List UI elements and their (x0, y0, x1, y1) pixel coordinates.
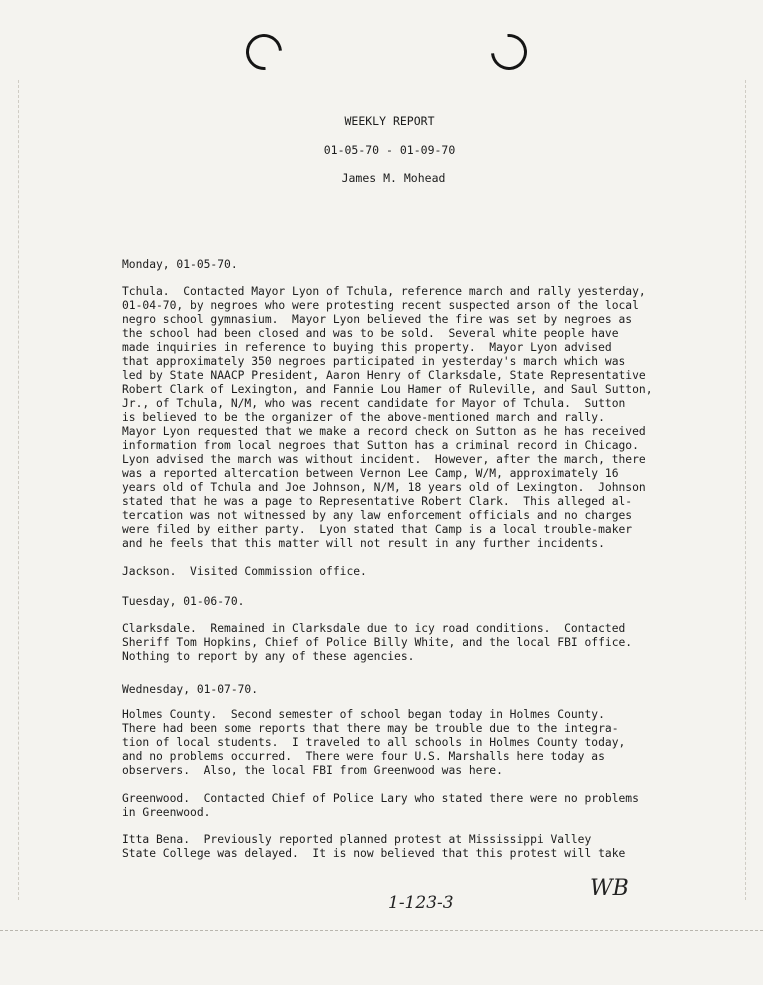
text-line: and he feels that this matter will not result in any further incidents. (122, 537, 605, 550)
text-line: in Greenwood. (122, 806, 211, 819)
punch-hole-icon (239, 27, 290, 78)
text-line: that approximately 350 negroes participated in yesterday's march which was (122, 355, 626, 368)
text-line: were filed by either party. Lyon stated that Camp is a local trouble-maker (122, 523, 633, 536)
report-title: WEEKLY REPORT (344, 114, 435, 128)
text-line: Holmes County. Second semester of school began today in Holmes County. (122, 708, 605, 721)
day-heading-tuesday: Tuesday, 01-06-70. (122, 595, 245, 608)
text-line: Mayor Lyon requested that we make a record check on Sutton as he has received (122, 425, 646, 438)
report-author: James M. Mohead (341, 171, 446, 185)
text-line: Clarksdale. Remained in Clarksdale due to icy road conditions. Contacted (122, 622, 626, 635)
text-line: Sheriff Tom Hopkins, Chief of Police Billy White, and the local FBI office. (122, 636, 633, 649)
text-line: the school had been closed and was to be sold. Several white people have (122, 327, 619, 340)
text-line: Tchula. Contacted Mayor Lyon of Tchula, reference march and rally yesterday, (122, 285, 646, 298)
text-line: stated that he was a page to Representative Robert Clark. This alleged al- (122, 495, 633, 508)
text-line: Jr., of Tchula, N/M, who was recent candidate for Mayor of Tchula. Sutton (122, 397, 626, 410)
text-line: negro school gymnasium. Mayor Lyon believed the fire was set by negroes as (122, 313, 633, 326)
text-line: information from local negroes that Sutton has a criminal record in Chicago. (122, 439, 639, 452)
text-line: tercation was not witnessed by any law enforcement officials and no charges (122, 509, 633, 522)
text-line: led by State NAACP President, Aaron Henry of Clarksdale, State Representative (122, 369, 646, 382)
text-line: Itta Bena. Previously reported planned protest at Mississippi Valley (122, 833, 592, 846)
text-line: Nothing to report by any of these agencies. (122, 650, 415, 663)
punch-hole-icon (484, 27, 535, 78)
text-line: Lyon advised the march was without incident. However, after the march, there (122, 453, 646, 466)
scan-bottom-edge (0, 930, 763, 939)
text-line: Robert Clark of Lexington, and Fannie Lou Hamer of Ruleville, and Saul Sutton, (122, 383, 653, 396)
text-line: observers. Also, the local FBI from Greenwood was here. (122, 764, 503, 777)
text-line: 01-04-70, by negroes who were protesting recent suspected arson of the local (122, 299, 639, 312)
text-line: Greenwood. Contacted Chief of Police Lary who stated there were no problems (122, 792, 639, 805)
scan-margin-mark (745, 80, 747, 900)
day-heading-monday: Monday, 01-05-70. (122, 258, 238, 271)
report-dates: 01-05-70 - 01-09-70 (323, 143, 456, 157)
text-line: made inquiries in reference to buying this property. Mayor Lyon advised (122, 341, 612, 354)
text-line: was a reported altercation between Vernon Lee Camp, W/M, approximately 16 (122, 467, 619, 480)
text-line: years old of Tchula and Joe Johnson, N/M, 18 years old of Lexington. Johnson (122, 481, 646, 494)
text-line: is believed to be the organizer of the above-mentioned march and rally. (122, 411, 605, 424)
text-line: There had been some reports that there may be trouble due to the integra- (122, 722, 619, 735)
text-line: tion of local students. I traveled to all schools in Holmes County today, (122, 736, 626, 749)
text-line: and no problems occurred. There were four U.S. Marshalls here today as (122, 750, 605, 763)
paragraph-jackson: Jackson. Visited Commission office. (122, 565, 367, 578)
handwritten-file-number: 1-123-3 (388, 893, 454, 913)
scan-margin-mark (18, 80, 20, 900)
text-line: State College was delayed. It is now believed that this protest will take (122, 847, 626, 860)
day-heading-wednesday: Wednesday, 01-07-70. (122, 683, 259, 696)
handwritten-initials: WB (590, 876, 629, 901)
